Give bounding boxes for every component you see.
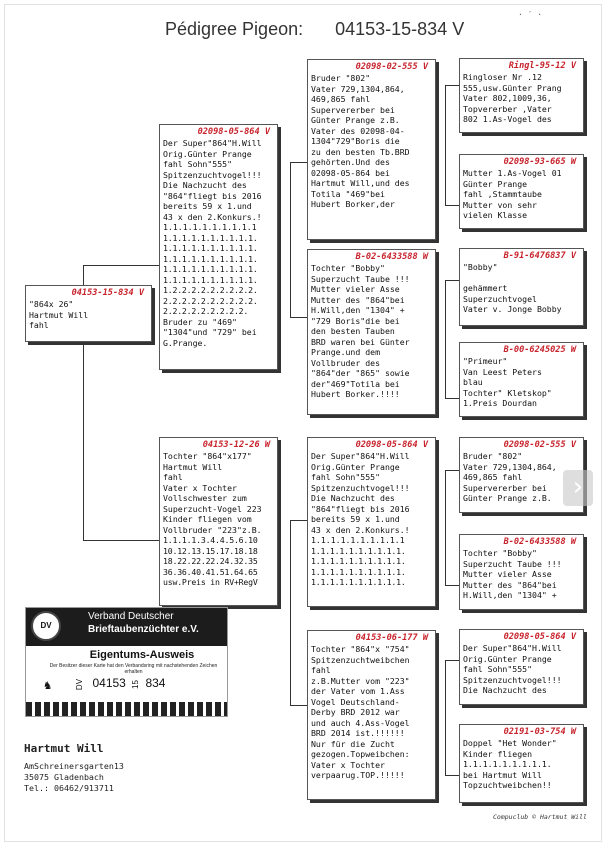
connector: [445, 205, 459, 206]
text-line: Vater des 02098-04-: [311, 125, 405, 136]
text-line: Die Nachzucht des: [311, 493, 395, 503]
text-line: Mutter von sehr: [463, 199, 537, 210]
connector: [290, 520, 291, 705]
ring-number: B-02-6433588 W: [355, 252, 428, 262]
text-line: Vollschwester zum: [163, 493, 247, 503]
ring-number: 02098-02-555 V: [503, 440, 576, 450]
pigeon-box-g4: [459, 342, 584, 417]
connector: [445, 660, 459, 661]
connector: [445, 585, 459, 586]
title-number: 04153-15-834 V: [335, 19, 465, 39]
text-line: Vater 729,1304,864,: [311, 83, 405, 94]
text-line: Tochter "Bobby": [311, 263, 385, 273]
connector: [445, 775, 459, 776]
connector: [445, 280, 459, 281]
text-line: Totila "469"bei: [311, 188, 385, 199]
pigeon-box-mother: [159, 437, 278, 606]
text-line: der"469"Totila bei: [311, 378, 400, 389]
text-line: Bruder "802": [463, 451, 523, 461]
connector: [83, 265, 84, 285]
connector: [445, 470, 459, 471]
ownership-card: [25, 607, 228, 717]
text-line: "864"fliegt bis 2016: [163, 190, 262, 201]
ring-number: 04153-15-834 V: [71, 288, 144, 298]
text-line: fahl Sohn"555": [463, 664, 533, 674]
text-line: Vollbruder "223"z.B.: [163, 524, 262, 535]
text-line: Vater x Tochter: [163, 482, 237, 493]
text-line: den besten Tauben: [311, 326, 395, 336]
text-line: Der Super"864"H.Will: [311, 451, 410, 461]
text-line: fahl Sohn"555": [311, 472, 381, 482]
text-line: fahl: [29, 320, 49, 330]
pigeon-box-fm: [307, 249, 436, 415]
text-line: 555,usw.Günter Prang: [463, 82, 562, 93]
text-line: bereits 59 x 1.und: [163, 201, 252, 211]
text-line: fahl ,Stammtaube: [463, 189, 542, 199]
pigeon-box-ff: [307, 59, 436, 240]
text-line: Van Leest Peters: [463, 366, 542, 377]
connector: [445, 85, 459, 86]
text-line: Günter Prange: [463, 178, 528, 189]
connector: [445, 660, 446, 775]
ring-number: 04153-06-177 W: [355, 633, 428, 643]
text-line: "Bobby": [463, 262, 498, 272]
pigeon-symbol-icon: ♞: [44, 678, 52, 692]
text-line: Orig.Günter Prange: [463, 653, 552, 664]
text-line: Mutter 1.As-Vogel 01: [463, 168, 562, 178]
text-line: Vollbruder des: [311, 357, 381, 368]
pigeon-box-mm: [307, 630, 436, 800]
card-org-line2: Brieftaubenzüchter e.V.: [88, 624, 199, 635]
connector: [290, 705, 307, 706]
ring-number: 04153-12-26 W: [202, 440, 270, 450]
pigeon-box-g8: [459, 724, 584, 803]
connector: [290, 162, 307, 163]
text-line: 2.2.2.2.2.2.2.2.2.2.: [163, 295, 258, 306]
text-line: 1.1.1.1.1.1.1.1.1.1.: [311, 566, 406, 577]
ring-number: 02098-02-555 V: [355, 62, 428, 72]
owner-street: AmSchreinersgarten13: [24, 761, 124, 771]
text-line: 1.1.1.1.1.1.1.1.1.1.: [311, 577, 406, 587]
text-line: 1.1.1.1.1.1.1.1.1.1.: [163, 274, 258, 285]
card-subtitle: Der Besitzer dieser Karte hat den Verbandsring mit nachstehenden Zeichen erhalten: [49, 663, 218, 675]
text-line: Spitzenzuchtvogel!!!: [463, 674, 562, 685]
text-line: "864x 26": [29, 299, 74, 309]
ring-number: Ringl-95-12 V: [508, 61, 576, 71]
text-line: Bruder zu "469": [163, 316, 237, 327]
connector: [445, 280, 446, 398]
ring-serial: 834: [145, 676, 166, 690]
pigeon-box-g7: [459, 629, 584, 705]
owner-phone: Tel.: 06462/913711: [24, 783, 114, 793]
text-line: Hartmut Will,und des: [311, 178, 410, 188]
text-line: 1.1.1.1.3.4.4.5.6.10: [163, 535, 258, 545]
owner-name: Hartmut Will: [24, 742, 104, 755]
text-line: Mutter des "864"bei: [463, 579, 557, 590]
text-line: Prange.und dem: [311, 347, 381, 357]
text-line: fahl: [311, 665, 331, 675]
pigeon-box-mf: [307, 437, 436, 607]
text-line: Hartmut Will: [163, 461, 223, 472]
text-line: Die Nachzucht des: [163, 180, 247, 190]
text-line: Vater 802,1009,36,: [463, 93, 552, 103]
connector: [83, 540, 159, 541]
text-line: Topzuchtweibchen!!: [463, 780, 552, 790]
text-line: Topvererber ,Vater: [463, 103, 552, 114]
text-line: Kinder fliegen vom: [163, 514, 252, 524]
text-line: fahl Sohn"555": [163, 159, 233, 169]
owner-city: 35075 Gladenbach: [24, 772, 104, 782]
ring-code: [70, 676, 165, 690]
text-line: 1.1.1.1.1.1.1.1.1.: [463, 759, 552, 769]
text-line: Vogel Deutschland-: [311, 696, 400, 707]
ring-number: 02191-03-754 W: [503, 727, 576, 737]
pigeon-box-g6: [459, 534, 584, 610]
card-org-line1: Verband Deutscher: [88, 611, 174, 622]
text-line: "864"der "865" sowie: [311, 368, 410, 378]
text-line: usw.Preis in RV+RegV: [163, 577, 258, 587]
pigeon-box-g1: [459, 58, 584, 133]
text-line: 1.1.1.1.1.1.1.1.1.1.: [163, 232, 258, 243]
ring-number: B-00-6245025 W: [503, 345, 576, 355]
text-line: vielen Klasse: [463, 210, 528, 220]
ring-year: 15: [131, 680, 141, 689]
text-line: Orig.Günter Prange: [163, 148, 252, 159]
text-line: 2.2.2.2.2.2.2.2.2.: [163, 306, 249, 316]
ring-number: 02098-05-864 V: [197, 127, 270, 137]
text-line: 1.1.1.1.1.1.1.1.1.1: [311, 535, 405, 545]
text-line: 43 x den 2.Konkurs.!: [163, 211, 262, 222]
title-label: Pédigree Pigeon:: [165, 19, 304, 39]
text-line: Derby BRD 2012 war: [311, 707, 400, 717]
text-line: Vater v. Jonge Bobby: [463, 304, 562, 314]
connector: [445, 85, 446, 205]
ring-number: 02098-05-864 V: [503, 632, 576, 642]
pigeon-box-father: [159, 124, 278, 370]
text-line: H.Will,den "1304" +: [311, 305, 405, 315]
text-line: 1.1.1.1.1.1.1.1.1.1.: [163, 243, 258, 253]
text-line: Günter Prange z.B.: [463, 493, 552, 503]
connector: [445, 398, 459, 399]
ring-club: 04153: [92, 676, 126, 690]
text-line: Supervererber bei: [463, 482, 547, 493]
text-line: Superzuchtvogel: [463, 293, 537, 304]
connector: [290, 162, 291, 317]
text-line: gehörten.Und des: [311, 157, 390, 167]
connector: [83, 340, 84, 540]
page-title: [165, 19, 464, 40]
text-line: 1.2.2.2.2.2.2.2.2.2.: [163, 285, 258, 295]
text-line: Günter Prange z.B.: [311, 115, 400, 125]
connector: [290, 317, 307, 318]
text-line: gehämmert: [463, 283, 508, 293]
text-line: 469,865 fahl: [311, 94, 371, 104]
ring-number: 02098-05-864 V: [355, 440, 428, 450]
text-line: 43 x den 2.Konkurs.!: [311, 524, 410, 535]
text-line: 18.22.22.22.24.32.35: [163, 556, 258, 566]
connector: [290, 520, 307, 521]
dv-logo-icon: DV: [31, 611, 61, 641]
text-line: Der Super"864"H.Will: [463, 643, 562, 653]
text-line: 802 1.As-Vogel des: [463, 114, 552, 124]
text-line: Hubert Borker,der: [311, 199, 395, 209]
text-line: 1.Preis Dourdan: [463, 398, 537, 408]
text-line: G.Prange.: [163, 337, 208, 348]
text-line: bereits 59 x 1.und: [311, 514, 400, 524]
text-line: Die Nachzucht des: [463, 685, 547, 695]
text-line: 10.12.13.15.17.18.18: [163, 545, 258, 556]
scan-marks: · ′ ·: [518, 10, 543, 19]
text-line: Mutter des "864"bei: [311, 294, 405, 305]
card-pattern-strip: [26, 702, 227, 716]
text-line: Tochter "864"x177": [163, 451, 252, 461]
text-line: Tochter "864"x "754": [311, 644, 410, 654]
pigeon-box-g2: [459, 154, 584, 229]
text-line: 36.36.40.41.51.64.65: [163, 566, 258, 577]
text-line: blau: [463, 377, 483, 387]
text-line: Vater 729,1304,864,: [463, 461, 557, 472]
text-line: H.Will,den "1304" +: [463, 590, 557, 600]
text-line: 1.1.1.1.1.1.1.1.1.1.: [311, 545, 406, 556]
connector: [445, 470, 446, 585]
pigeon-box-main: [25, 285, 152, 342]
text-line: Superzucht-Vogel 223: [163, 503, 262, 514]
text-line: Superzucht Taube !!!: [463, 558, 562, 569]
next-page-chevron-icon[interactable]: ›: [563, 470, 593, 506]
text-line: 1304"729"Boris die: [311, 136, 400, 146]
text-line: Superzucht Taube !!!: [311, 273, 410, 284]
pigeon-box-g3: [459, 248, 584, 326]
text-line: Tochter" Kletskop": [463, 387, 552, 398]
connector: [83, 265, 159, 266]
text-line: "864"fliegt bis 2016: [311, 503, 410, 514]
text-line: Mutter vieler Asse: [311, 284, 400, 294]
text-line: Orig.Günter Prange: [311, 461, 400, 472]
ring-number: B-02-6433588 W: [503, 537, 576, 547]
footer-credit: Compuclub © Hartmut Will: [493, 813, 587, 821]
ring-number: 02098-93-665 W: [503, 157, 576, 167]
text-line: Spitzenzuchtweibchen: [311, 654, 410, 665]
text-line: Tochter "Bobby": [463, 548, 537, 558]
ring-dv: DV: [75, 678, 85, 691]
text-line: 469,865 fahl: [463, 472, 523, 482]
text-line: gezogen.Topweibchen:: [311, 749, 410, 759]
text-line: 1.1.1.1.1.1.1.1.1.1.: [163, 253, 258, 264]
text-line: 1.1.1.1.1.1.1.1.1.1: [163, 222, 257, 232]
text-line: zu den besten Tb.BRD: [311, 146, 410, 157]
text-line: Spitzenzuchtvogel!!!: [311, 482, 410, 493]
text-line: [463, 273, 580, 284]
text-line: Nur für die Zucht: [311, 738, 395, 749]
text-line: Der Super"864"H.Will: [163, 138, 262, 148]
text-line: Spitzenzuchtvogel!!!: [163, 169, 262, 180]
text-line: "1304"und "729" bei: [163, 327, 257, 337]
text-line: Hubert Borker.!!!!: [311, 389, 400, 399]
text-line: "Primeur": [463, 356, 508, 366]
text-line: fahl: [163, 472, 183, 482]
text-line: BRD waren bei Günter: [311, 336, 410, 347]
text-line: Mutter vieler Asse: [463, 569, 552, 579]
text-line: Doppel "Het Wonder": [463, 738, 557, 748]
text-line: 1.1.1.1.1.1.1.1.1.1.: [163, 264, 258, 274]
text-line: 1.1.1.1.1.1.1.1.1.1.: [311, 556, 406, 566]
text-line: 02098-05-864 bei: [311, 167, 390, 178]
text-line: der Vater vom 1.Ass: [311, 686, 405, 696]
card-title: Eigentums-Ausweis: [89, 649, 195, 661]
text-line: z.B.Mutter vom "223": [311, 675, 410, 686]
ring-number: B-91-6476837 V: [503, 251, 576, 261]
text-line: Vater x Tochter: [311, 759, 385, 770]
text-line: BRD 2014 ist.!!!!!!: [311, 728, 405, 738]
text-line: verpaarug.TOP.!!!!!: [311, 770, 405, 780]
text-line: bei Hartmut Will: [463, 769, 542, 780]
text-line: Hartmut Will: [29, 309, 89, 320]
text-line: Supervererber bei: [311, 104, 395, 115]
text-line: Bruder "802": [311, 73, 371, 83]
text-line: "729 Boris"die bei: [311, 315, 400, 326]
text-line: Kinder fliegen: [463, 748, 533, 759]
text-line: und auch 4.Ass-Vogel: [311, 717, 410, 728]
text-line: Ringloser Nr .12: [463, 72, 542, 82]
